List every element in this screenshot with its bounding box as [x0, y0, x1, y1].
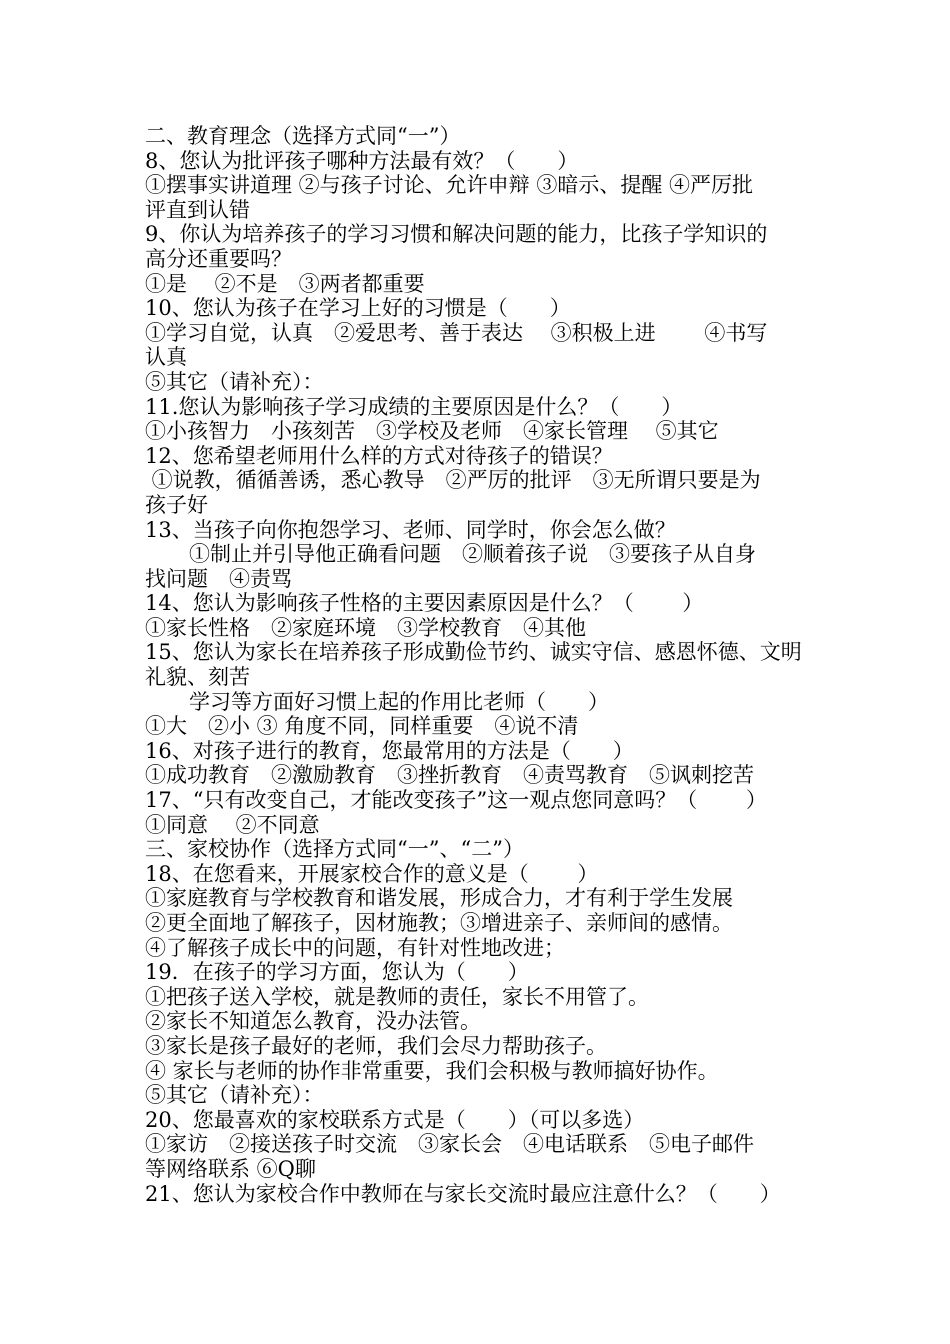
- question-19: 19．在孩子的学习方面，您认为（ ）: [145, 960, 529, 985]
- question-17: 17、“只有改变自己，才能改变孩子”这一观点您同意吗？（ ）: [145, 788, 767, 813]
- question-9: 9、你认为培养孩子的学习习惯和解决问题的能力，比孩子学知识的: [145, 222, 768, 247]
- question-20-options-cont: 等网络联系 ⑥Q聊: [145, 1156, 316, 1181]
- question-8-options: ①摆事实讲道理 ②与孩子讨论、允许申辩 ③暗示、提醒 ④严厉批: [145, 173, 754, 198]
- question-16: 16、对孩子进行的教育，您最常用的方法是（ ）: [145, 738, 634, 763]
- question-16-options: ①成功教育 ②激励教育 ③挫折教育 ④责骂教育 ⑤讽刺挖苦: [145, 763, 754, 788]
- question-13-options-cont: 找问题 ④责骂: [145, 566, 292, 591]
- question-12-options: ①说教，循循善诱，悉心教导 ②严厉的批评 ③无所谓只要是为: [145, 468, 761, 493]
- question-15-options: ①大 ②小 ③ 角度不同，同样重要 ④说不清: [145, 714, 579, 739]
- question-18-option: ②更全面地了解孩子，因材施教；③增进亲子、亲师间的感情。: [145, 911, 733, 935]
- question-20: 20、您最喜欢的家校联系方式是（ ）（可以多选）: [145, 1107, 645, 1132]
- question-8: 8、您认为批评孩子哪种方法最有效？（ ）: [145, 148, 579, 173]
- question-8-options-cont: 评直到认错: [145, 197, 250, 222]
- question-10: 10、您认为孩子在学习上好的习惯是（ ）: [145, 296, 571, 321]
- question-13: 13、当孩子向你抱怨学习、老师、同学时，你会怎么做？: [145, 517, 676, 542]
- section-heading: 三、家校协作（选择方式同“一”、“二”）: [145, 837, 524, 862]
- question-11: 11.您认为影响孩子学习成绩的主要原因是什么？（ ）: [145, 394, 683, 419]
- question-17-options: ①同意 ②不同意: [145, 812, 320, 837]
- question-9-cont: 高分还重要吗？: [145, 246, 292, 271]
- question-19-option: ②家长不知道怎么教育，没办法管。: [145, 1009, 481, 1034]
- question-19-option: ①把孩子送入学校，就是教师的责任，家长不用管了。: [145, 984, 649, 1009]
- question-11-options: ①小孩智力 小孩刻苦 ③学校及老师 ④家长管理 ⑤其它: [145, 419, 719, 444]
- question-15-cont-2: 学习等方面好习惯上起的作用比老师（ ）: [189, 689, 609, 714]
- question-15: 15、您认为家长在培养孩子形成勤俭节约、诚实守信、感恩怀德、文明: [145, 640, 802, 665]
- question-19-option: ③家长是孩子最好的老师，我们会尽力帮助孩子。: [145, 1033, 607, 1058]
- question-10-options-cont: 认真: [145, 345, 187, 370]
- question-14-options: ①家长性格 ②家庭环境 ③学校教育 ④其他: [145, 615, 586, 640]
- question-19-other: ⑤其它（请补充）：: [145, 1083, 324, 1108]
- question-19-option: ④ 家长与老师的协作非常重要，我们会积极与教师搞好协作。: [145, 1058, 719, 1083]
- questionnaire-text: [145, 124, 810, 1206]
- section-heading: 二、教育理念（选择方式同“一”）: [145, 124, 461, 148]
- question-10-other: ⑤其它（请补充）：: [145, 369, 324, 394]
- question-21: 21、您认为家校合作中教师在与家长交流时最应注意什么？（ ）: [145, 1181, 781, 1206]
- question-18-option: ①家庭教育与学校教育和谐发展，形成合力，才有利于学生发展: [145, 886, 733, 911]
- question-9-options: ①是 ②不是 ③两者都重要: [145, 271, 425, 296]
- question-20-options: ①家访 ②接送孩子时交流 ③家长会 ④电话联系 ⑤电子邮件: [145, 1132, 754, 1157]
- question-18-option: ④了解孩子成长中的问题，有针对性地改进；: [145, 935, 565, 960]
- question-14: 14、您认为影响孩子性格的主要因素原因是什么？（ ）: [145, 591, 704, 616]
- question-12: 12、您希望老师用什么样的方式对待孩子的错误？: [145, 443, 613, 468]
- question-10-options: ①学习自觉，认真 ②爱思考、善于表达 ③积极上进 ④书写: [145, 320, 768, 345]
- question-15-cont: 礼貌、刻苦: [145, 665, 250, 690]
- question-18: 18、在您看来，开展家校合作的意义是（ ）: [145, 861, 599, 886]
- question-13-options: ①制止并引导他正确看问题 ②顺着孩子说 ③要孩子从自身: [189, 542, 756, 567]
- question-12-options-cont: 孩子好: [145, 492, 208, 517]
